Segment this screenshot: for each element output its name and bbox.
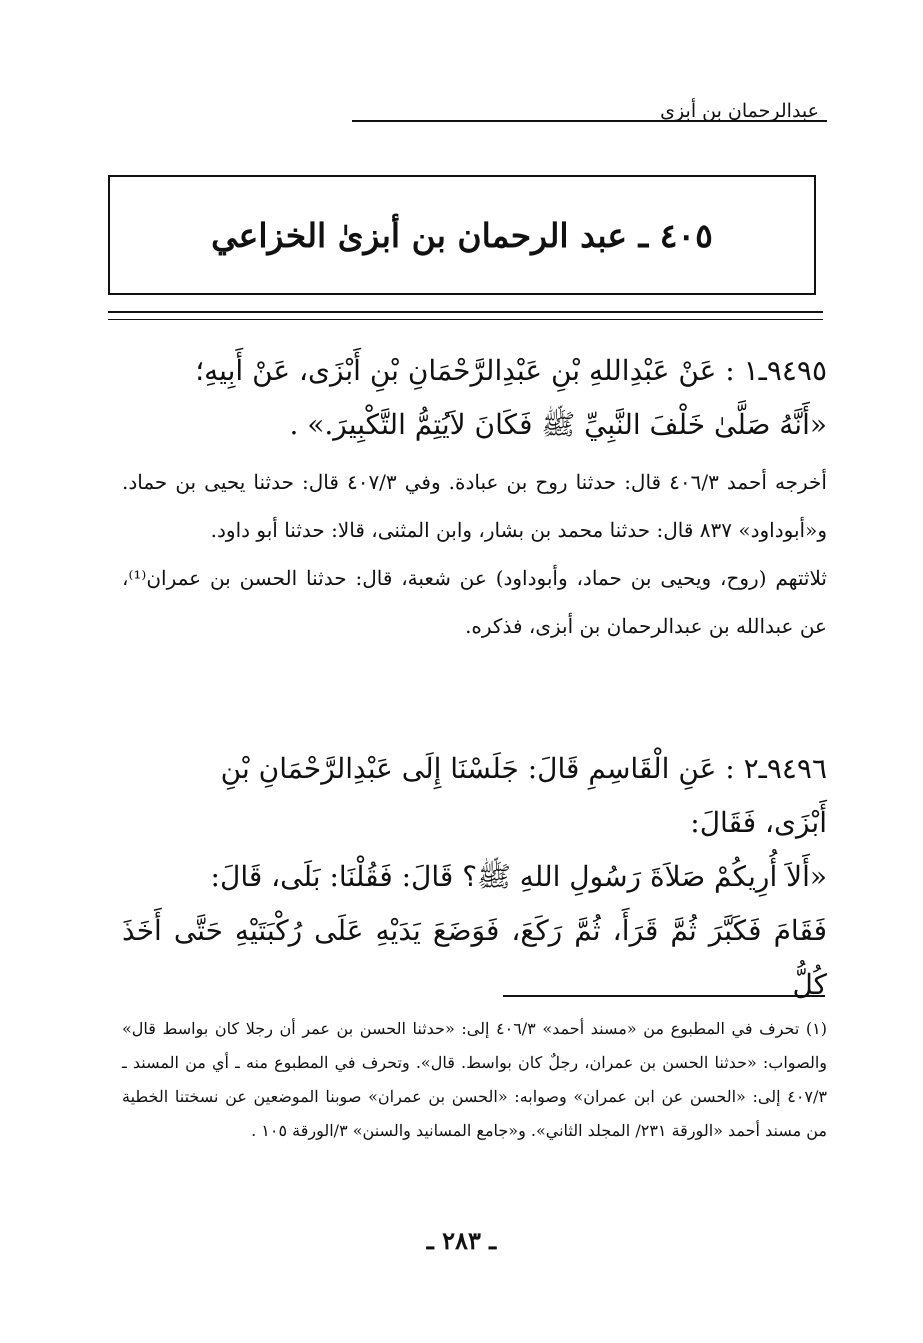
header-rule (352, 120, 827, 122)
chapter-title-box (108, 175, 816, 295)
running-header-text: عبدالرحمان بن أبزى (660, 100, 819, 122)
hadith-9495-line-1: ٩٤٩٥ـ١ : عَنْ عَبْدِاللهِ بْنِ عَبْدِالرَّحْمَانِ بْنِ أَبْزَى، عَنْ أَبِيهِ؛ (195, 354, 827, 387)
hadith-9496 (122, 742, 827, 1012)
title-rule-thick (108, 311, 823, 313)
running-header (122, 96, 827, 136)
takhrij-9495-paragraph-1: أخرجه أحمد ٤٠٦/٣ قال: حدثنا روح بن عبادة. وفي ٤٠٧/٣ قال: حدثنا يحيى بن حماد. و«أبوداود» ٨٣٧ قال: حدثنا محمد بن بشار، وابن المثنى، قالا: حدثنا أبو داود. (122, 470, 827, 542)
takhrij-9495-paragraph-2: ثلاثتهم (روح، ويحيى بن حماد، وأبوداود) عن شعبة، قال: حدثنا الحسن بن عمران⁽¹⁾، عن عبدالله بن عبدالرحمان بن أبزى، فذكره. (122, 566, 827, 638)
chapter-title: ٤٠٥ ـ عبد الرحمان بن أبزىٰ الخزاعي (211, 215, 713, 255)
hadith-9496-line-1: ٩٤٩٦ـ٢ : عَنِ الْقَاسِمِ قَالَ: جَلَسْنَا إِلَى عَبْدِالرَّحْمَانِ بْنِ (220, 752, 827, 785)
hadith-9495-line-2: «أَنَّهُ صَلَّىٰ خَلْفَ النَّبِيِّ ﷺ فَكَانَ لاَيُتِمُّ التَّكْبِيرَ.» . (289, 408, 827, 441)
footnote-1: (١) تحرف في المطبوع من «مسند أحمد» ٤٠٦/٣ إلى: «حدثنا الحسن بن عمر أن رجلا كان بواسط قال» والصواب: «حدثنا الحسن بن عمران، رجلٌ كان بواسط. قال». وتحرف في المطبوع منه ـ أي من المسند ـ ٤٠٧/٣ إلى: «الحسن عن ابن عمران» وصوابه: «الحسن بن عمران» صوبنا الموضعين عن نسختنا الخطية من مسند أحمد «الورقة ٢٣١/ المجلد الثاني». و«جامع المسانيد والسنن» ٣/الورقة ١٠٥ . (122, 1019, 827, 1140)
hadith-9496-line-2: أَبْزَى، فَقَالَ: (690, 806, 827, 839)
footnote-rule (503, 995, 825, 997)
hadith-9496-line-3: «أَلاَ أُرِيكُمْ صَلاَةَ رَسُولِ اللهِ ﷺ؟ قَالَ: فَقُلْنَا: بَلَى، قَالَ: (210, 860, 827, 893)
takhrij-9495 (122, 458, 827, 650)
hadith-9496-line-4: فَقَامَ فَكَبَّرَ ثُمَّ قَرَأَ، ثُمَّ رَكَعَ، فَوَضَعَ يَدَيْهِ عَلَى رُكْبَتَيْهِ حَتَّى أَخَذَ كُلُّ (122, 914, 827, 1001)
page-number: ـ ٢٨٣ ـ (426, 1226, 497, 1255)
hadith-9495 (122, 344, 827, 452)
title-rule-thin (108, 319, 823, 320)
